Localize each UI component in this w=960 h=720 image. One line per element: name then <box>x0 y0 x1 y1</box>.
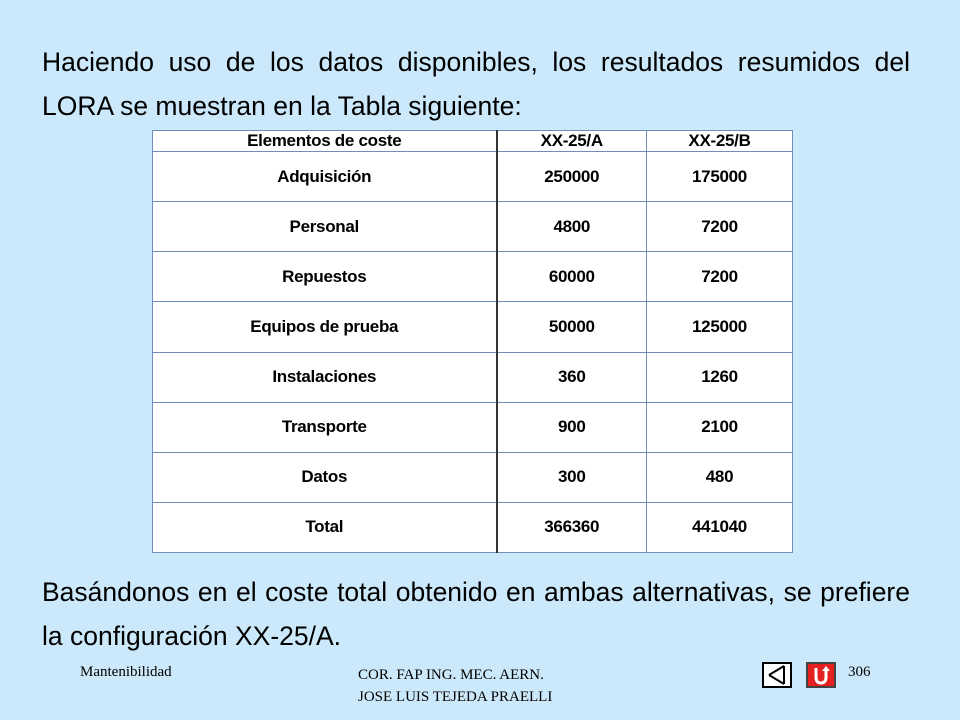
footer-course-name: Mantenibilidad <box>80 664 172 680</box>
header-cost-elements: Elementos de coste <box>153 131 497 152</box>
row-label: Total <box>153 502 497 552</box>
page-number: 306 <box>848 664 871 680</box>
u-turn-icon <box>808 664 834 686</box>
cell-xx25a: 60000 <box>497 252 647 302</box>
triangle-back-icon <box>764 664 790 686</box>
table-row <box>153 202 793 252</box>
cell-xx25a: 4800 <box>497 202 647 252</box>
table-row <box>153 452 793 502</box>
cell-xx25b: 1260 <box>647 352 793 402</box>
cell-xx25a: 900 <box>497 402 647 452</box>
cost-table-container <box>152 130 792 553</box>
cell-xx25b: 2100 <box>647 402 793 452</box>
header-xx25a: XX-25/A <box>497 131 647 152</box>
table-row <box>153 402 793 452</box>
intro-paragraph: Haciendo uso de los datos disponibles, los resultados resumidos del LORA se muestran en la Tabla siguiente: <box>42 47 910 121</box>
footer-author <box>358 664 552 708</box>
cell-xx25b: 441040 <box>647 502 793 552</box>
cell-xx25a: 300 <box>497 452 647 502</box>
cell-xx25b: 7200 <box>647 252 793 302</box>
table-row <box>153 252 793 302</box>
cell-xx25b: 125000 <box>647 302 793 352</box>
row-label: Equipos de prueba <box>153 302 497 352</box>
table-row <box>153 352 793 402</box>
return-button[interactable] <box>806 662 836 688</box>
row-label: Transporte <box>153 402 497 452</box>
back-button[interactable] <box>762 662 792 688</box>
footer-author-line2: JOSE LUIS TEJEDA PRAELLI <box>358 689 553 705</box>
cell-xx25b: 7200 <box>647 202 793 252</box>
conclusion-paragraph: Basándonos en el coste total obtenido en ambas alternativas, se prefiere la configuración XX-25/A. <box>42 577 910 651</box>
cost-table <box>152 130 793 553</box>
cell-xx25a: 360 <box>497 352 647 402</box>
row-label: Personal <box>153 202 497 252</box>
table-row <box>153 302 793 352</box>
footer-author-line1: COR. FAP ING. MEC. AERN. <box>358 667 544 683</box>
row-label: Datos <box>153 452 497 502</box>
row-label: Repuestos <box>153 252 497 302</box>
table-row-total <box>153 502 793 552</box>
cell-xx25b: 480 <box>647 452 793 502</box>
row-label: Adquisición <box>153 152 497 202</box>
table-header-row <box>153 131 793 152</box>
cell-xx25a: 366360 <box>497 502 647 552</box>
cell-xx25a: 50000 <box>497 302 647 352</box>
row-label: Instalaciones <box>153 352 497 402</box>
cell-xx25b: 175000 <box>647 152 793 202</box>
table-row <box>153 152 793 202</box>
cell-xx25a: 250000 <box>497 152 647 202</box>
header-xx25b: XX-25/B <box>647 131 793 152</box>
